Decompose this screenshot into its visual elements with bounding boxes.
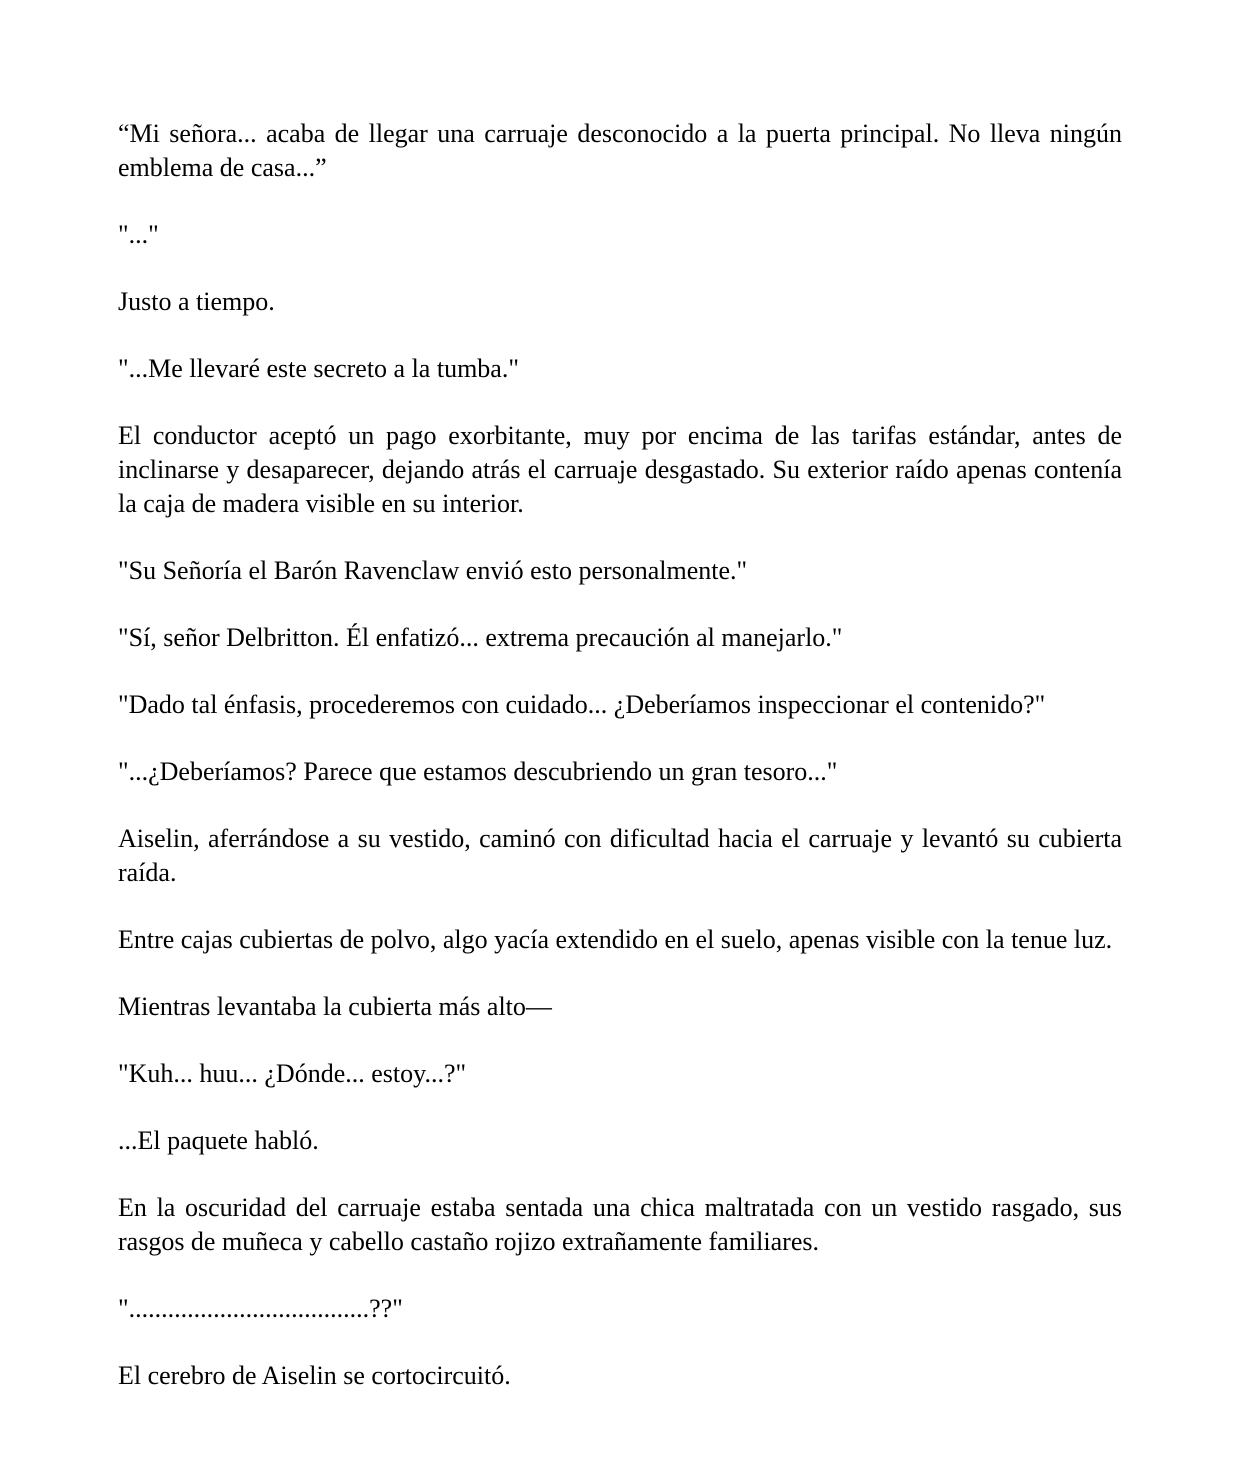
paragraph: ...El paquete habló.	[118, 1126, 319, 1155]
paragraph: Justo a tiempo.	[118, 287, 275, 316]
paragraph: "Dado tal énfasis, procederemos con cuidado... ¿Deberíamos inspeccionar el contenido?"	[118, 690, 1046, 719]
paragraph: Entre cajas cubiertas de polvo, algo yacía extendido en el suelo, apenas visible con la tenue luz.	[118, 925, 1113, 954]
document-body	[118, 117, 1122, 1393]
paragraph: "...¿Deberíamos? Parece que estamos descubriendo un gran tesoro..."	[118, 757, 838, 786]
paragraph: "Su Señoría el Barón Ravenclaw envió esto personalmente."	[118, 556, 748, 585]
paragraph: “Mi señora... acaba de llegar una carruaje desconocido a la puerta principal. No lleva ningún emblema de casa...”	[118, 119, 1122, 182]
paragraph: Aiselin, aferrándose a su vestido, caminó con dificultad hacia el carruaje y levantó su cubierta raída.	[118, 824, 1122, 887]
paragraph: Mientras levantaba la cubierta más alto—	[118, 992, 552, 1021]
paragraph: En la oscuridad del carruaje estaba sentada una chica maltratada con un vestido rasgado, sus rasgos de muñeca y cabello castaño rojizo extrañamente familiares.	[118, 1193, 1122, 1256]
paragraph: "...Me llevaré este secreto a la tumba."	[118, 354, 519, 383]
paragraph: "Sí, señor Delbritton. Él enfatizó... extrema precaución al manejarlo."	[118, 623, 843, 652]
paragraph: "..."	[118, 220, 159, 249]
paragraph: "Kuh... huu... ¿Dónde... estoy...?"	[118, 1059, 467, 1088]
paragraph: El conductor aceptó un pago exorbitante, muy por encima de las tarifas estándar, antes de inclinarse y desaparecer, dejando atrás el carruaje desgastado. Su exterior raído apenas contenía la caja de madera visible en su interior.	[118, 421, 1122, 518]
paragraph: ".....................................??"	[118, 1294, 403, 1323]
paragraph: El cerebro de Aiselin se cortocircuitó.	[118, 1361, 511, 1390]
